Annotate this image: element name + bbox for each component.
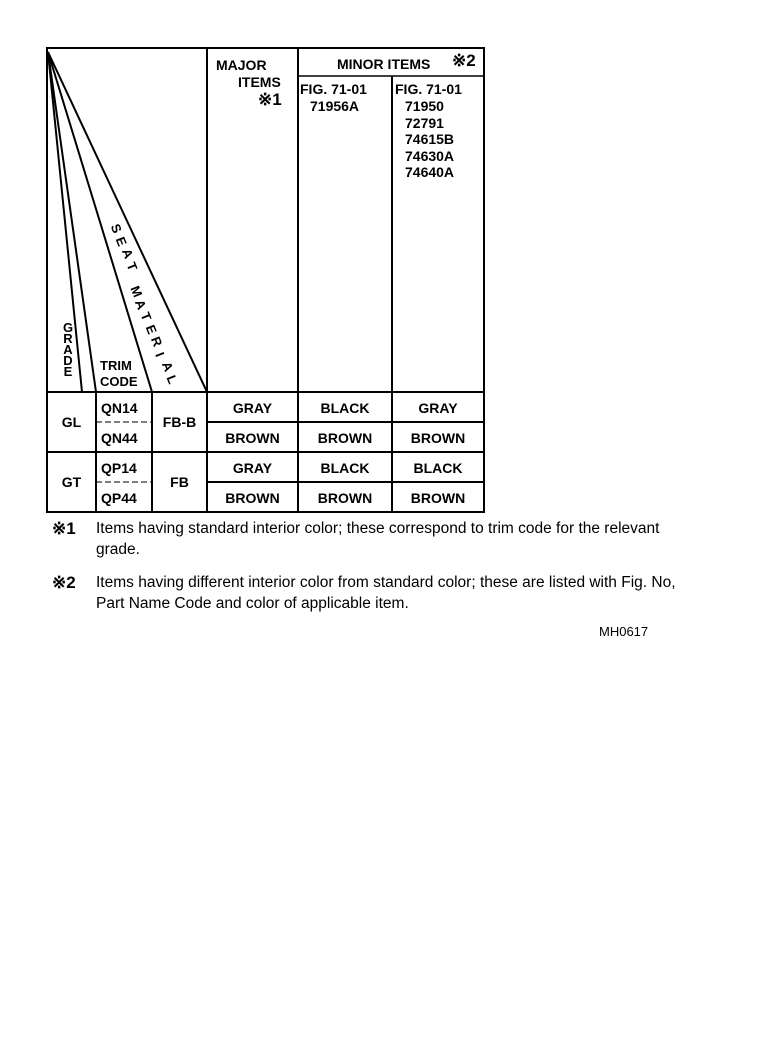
major-items-mark: ※1 [258,90,282,109]
seat-material-letter: M [127,283,146,300]
seat-material-cell: FB [170,474,189,490]
note-1-mark: ※1 [52,519,76,538]
minor1-color-cell: BROWN [317,490,373,506]
note-2-text: Items having different interior color from standard color; these are listed with Fig. No, Part Name Code and color of applicable item. [96,574,676,612]
part-code: 71950 [405,98,444,114]
grade-label: G R A D E [62,320,74,379]
fig-label-col1: FIG. 71-01 [300,81,367,97]
seat-material-letter: I [151,349,167,359]
grade-cell: GT [61,474,82,490]
minor2-color-cell: GRAY [418,400,458,416]
part-code: 74615B [405,131,455,147]
part-codes-col2 [405,98,454,181]
minor2-color-cell: BLACK [413,460,463,476]
part-code-col1: 71956A [310,98,360,114]
seat-material-letter: A [132,296,150,312]
seat-material-letter: S [107,221,125,236]
seat-material-letter: E [142,322,160,336]
seat-material-letter: A [158,359,177,374]
major-color-cell: GRAY [232,400,273,416]
seat-material-letter: L [163,372,181,386]
trim-code-label-line: CODE [100,374,138,389]
minor1-color-cell: BLACK [320,400,370,416]
major-color-cell: GRAY [232,460,273,476]
major-items-label-2: ITEMS [238,74,281,90]
trim-code-cell: QN14 [101,400,138,416]
part-code: 72791 [405,114,444,131]
major-items-label-1: MAJOR [216,57,267,73]
seat-material-letter: T [137,310,155,323]
minor-items-label: MINOR ITEMS [337,56,431,72]
minor-items-mark: ※2 [452,51,476,70]
note-2-mark: ※2 [52,573,76,592]
minor2-color-cell: BROWN [410,490,466,506]
trim-code-label [100,358,138,390]
seat-material-letter: E [113,234,131,248]
fig-label-col2: FIG. 71-01 [395,81,462,97]
seat-material-cell: FB-B [162,414,197,430]
trim-code-label-line: TRIM [100,358,132,373]
seat-material-letter: T [123,259,141,273]
minor2-color-cell: BROWN [410,430,466,446]
minor1-color-cell: BROWN [317,430,373,446]
part-code: 74630A [405,147,455,164]
seat-material-letter: R [148,334,166,349]
grade-cell: GL [61,414,82,430]
note-1-text: Items having standard interior color; these correspond to trim code for the relevant grade. [96,520,660,558]
trim-code-cell: QP44 [101,490,137,506]
major-color-cell: BROWN [225,490,280,506]
major-color-cell: BROWN [225,430,280,446]
seat-material-letter: A [118,246,137,261]
trim-code-cell: QP14 [101,460,137,476]
figure-code: MH0617 [599,624,649,639]
minor1-color-cell: BLACK [320,460,370,476]
part-code: 74640A [405,164,455,180]
trim-code-cell: QN44 [101,430,138,446]
